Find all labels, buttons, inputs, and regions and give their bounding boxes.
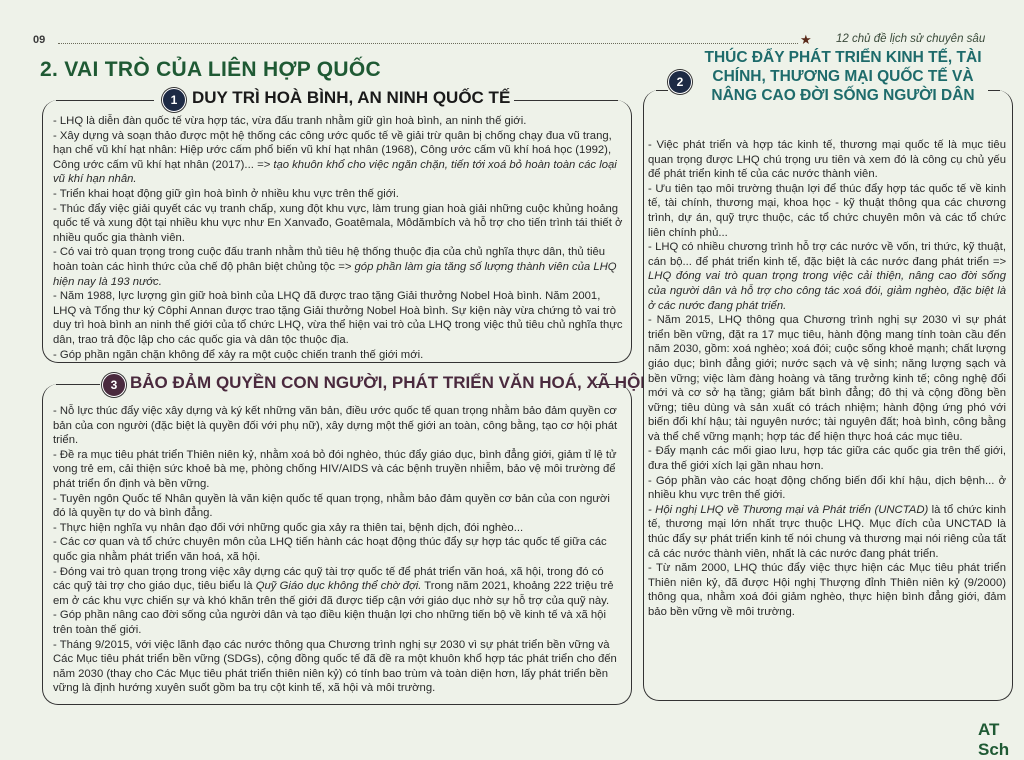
list-item: - Ưu tiên tạo môi trường thuận lợi để thúc đẩy hợp tác quốc tế về kinh tế, tài chính, thương mại, khoa học - kỹ thuật thông qua các chương trình, dự án, quỹ trực thuộc, các tổ chức chuyên môn và các tổ chức liên chính phủ... <box>648 182 1006 239</box>
section-number-badge: 3 <box>102 373 126 397</box>
publisher-logo: AT Sch <box>978 720 1010 759</box>
list-item: - Xây dựng và soạn thảo được một hệ thống các công ước quốc tế về giải trừ quân bị chống chạy đua vũ trang, hạn chế vũ khí hạt nhân: Hiệp ước cấm phổ biến vũ khí hạt nhân (1968), Công ước cấm vũ khí hoá học (1992), Công ước cấm vũ khí hạt nhân (2017)... => tạo khuôn khổ cho việc ngăn chặn, tiến tới xoá bỏ hoàn toàn các loại vũ khí hạn nhân. <box>53 129 617 186</box>
list-item: - Đóng vai trò quan trọng trong việc xây dựng các quỹ tài trợ quốc tế để phát triển văn hoá, xã hội, trong đó có các quỹ tài trợ cho giáo dục, tiêu biểu là Quỹ Giáo dục không thể chờ đợi. Trong năm 2021, khoảng 222 triệu trẻ em ở các khu vực chiến sự và khó khăn trên thế giới đã được tiếp cận với giáo dục nhờ sự hỗ trợ của quỹ này. <box>53 565 614 607</box>
list-item: - Triển khai hoạt động giữ gìn hoà bình ở nhiều khu vực trên thế giới. <box>53 187 399 200</box>
section-number-badge: 2 <box>668 70 692 94</box>
list-item: - Đẩy mạnh các mối giao lưu, hợp tác giữa các quốc gia trên thế giới, đưa thế giới xích lại gần nhau hơn. <box>648 445 1006 473</box>
list-item: - Việc phát triển và hợp tác kinh tế, thương mại quốc tế là mục tiêu quan trọng được LHQ chú trọng ưu tiên và xem đó là công cụ chủ yếu để phát triển kinh tế của các nước thành viên. <box>648 139 1006 181</box>
section-title: BẢO ĐẢM QUYỀN CON NGƯỜI, PHÁT TRIỂN VĂN HOÁ, XÃ HỘI <box>130 373 646 392</box>
section-box-peace-security <box>42 100 632 363</box>
list-item: - Đề ra mục tiêu phát triển Thiên niên kỷ, nhằm xoá bỏ đói nghèo, thúc đẩy giáo dục, bình đẳng giới, giảm tỉ lệ tử vong trẻ em, cải thiện sức khoẻ bà mẹ, phòng chống HIV/AIDS và các bệnh truyền nhiễm, bảo vệ môi trường để phát triển ổn định và bền vững. <box>53 448 617 490</box>
star-icon: ★ <box>800 32 812 47</box>
header-divider <box>58 43 798 44</box>
list-item: - Góp phần vào các hoạt động chống biến đổi khí hậu, dịch bệnh... ở nhiều khu vực trên thế giới. <box>648 474 1006 502</box>
section-box-human-rights-culture <box>42 384 632 705</box>
list-item: - LHQ là diễn đàn quốc tế vừa hợp tác, vừa đấu tranh nhằm giữ gìn hoà bình, an ninh thế giới. <box>53 115 527 127</box>
list-item: - Tuyên ngôn Quốc tế Nhân quyền là văn kiện quốc tế quan trọng, nhằm bảo đảm quyền cơ bản của con người đó là quyền tự do và bình đẳng. <box>53 492 610 520</box>
page-title: 2. VAI TRÒ CỦA LIÊN HỢP QUỐC <box>40 58 381 81</box>
list-item: - Các cơ quan và tổ chức chuyên môn của LHQ tiến hành các hoạt động thúc đẩy sự hợp tác quốc tế giữa các quốc gia nhằm phát triển văn hoá, xã hội. <box>53 536 607 563</box>
list-item: - Nỗ lực thúc đẩy việc xây dựng và ký kết những văn bản, điều ước quốc tế quan trọng nhằm bảo đảm quyền cơ bản của con người (đặc biệt là quyền đối với phụ nữ), xây dựng một thế giới an toàn, công bằng, tạo cơ hội phát triển. <box>53 405 618 447</box>
page-number: 09 <box>33 34 46 46</box>
list-item: - Từ năm 2000, LHQ thúc đẩy việc thực hiện các Mục tiêu phát triển Thiên niên kỷ, đã được Hội nghị Thượng đỉnh Thiên niên kỷ (9/2000) thông qua, nhằm xoá đói giảm nghèo, thực hiện bình đẳng giới, đảm bảo bền vững về môi trường. <box>648 562 1006 618</box>
list-item: - Góp phần nâng cao đời sống của người dân và tạo điều kiện thuận lợi cho những tiến bộ về kinh tế và xã hội trên toàn thế giới. <box>53 609 606 636</box>
series-title: 12 chủ đề lịch sử chuyên sâu <box>836 33 986 45</box>
list-item: - Năm 1988, lực lượng gìn giữ hoà bình của LHQ đã được trao tặng Giải thưởng Nobel Hoà bình. Năm 2001, LHQ và Tổng thư ký Côphi Annan được trao tặng Giải thưởng Nobel Hoà bình. Sự kiện này vừa chứng tỏ vai trò duy trì hoà bình an ninh thế giới của tổ chức LHQ, vừa thể hiện vai trò của LHQ trong việc thủ tiêu chủ nghĩa thực dân, trao trả độc lập cho các quốc gia và dân tộc thuộc địa. <box>53 290 623 346</box>
section-title: DUY TRÌ HOÀ BÌNH, AN NINH QUỐC TẾ <box>192 88 511 107</box>
list-item: - Có vai trò quan trọng trong cuộc đấu tranh nhằm thủ tiêu hệ thống thuộc địa của chủ nghĩa thực dân, thủ tiêu hoàn toàn các hình thức của chế độ phân biệt chủng tộc => góp phần làm gia tăng số lượng thành viên của LHQ hiện nay là 193 nước. <box>53 246 617 288</box>
list-item: - Tháng 9/2015, với việc lãnh đạo các nước thông qua Chương trình nghị sự 2030 vì sự phát triển bền vững và Các Mục tiêu phát triển bền vững (SDGs), cộng đồng quốc tế đã đề ra một khuôn khổ hợp tác phát triển cho đến năm 2030 (thay cho Các Mục tiêu phát triển thiên niên kỷ) có tính bao trùm và toàn diện hơn, lấy phát triển bền vững là định hướng xuyên suốt gồm ba trụ cột kinh tế, xã hội và môi trường. <box>53 638 617 695</box>
list-item: - Góp phần ngăn chặn không để xảy ra một cuộc chiến tranh thế giới mới. <box>53 348 424 361</box>
section-box-economic-development <box>643 90 1013 701</box>
section-title-line: CHÍNH, THƯƠNG MẠI QUỐC TẾ VÀ <box>712 68 974 85</box>
section-number-badge: 1 <box>162 88 186 112</box>
section-title-line: NÂNG CAO ĐỜI SỐNG NGƯỜI DÂN <box>711 87 975 104</box>
list-item: - LHQ có nhiều chương trình hỗ trợ các nước về vốn, tri thức, kỹ thuật, cán bộ... để phát triển kinh tế, đặc biệt là các nước đang phát triển => LHQ đóng vai trò quan trọng trong việc cải thiện, nâng cao đời sống của người dân và hỗ trợ cho công tác xoá đói, giảm nghèo, đặc biệt là ở các nước đang phát triển. <box>648 241 1006 312</box>
list-item: - Thúc đẩy việc giải quyết các vụ tranh chấp, xung đột khu vực, làm trung gian hoà giải những cuộc khủng hoảng quốc tế và xung đột tại nhiều khu vực như En Xanvađo, Goatêmala, Môdămbích và hỗ trợ cho tiến trình tái thiết ở nhiều quốc gia thành viên. <box>53 202 623 244</box>
list-item: - Thực hiện nghĩa vụ nhân đạo đối với những quốc gia xảy ra thiên tai, bệnh dịch, đói nghèo... <box>53 521 524 534</box>
list-item: - Năm 2015, LHQ thông qua Chương trình nghị sự 2030 vì sự phát triển bền vững, đặt ra 17 mục tiêu, hành động mang tính toàn cầu đến năm 2030, gồm: xoá nghèo; xoá đói; cuộc sống khoẻ mạnh; chất lượng giáo dục; bình đẳng giới; nước sạch và vệ sinh; năng lượng sạch và bền vững; việc làm đàng hoàng và tăng trưởng kinh tế; công nghệ đổi mới và cơ sở hạ tầng; giảm bất bình đẳng; đô thị và cộng đồng bền vững; tiêu dùng và sản xuất có trách nhiệm; hành động ứng phó với biến đổi khí hậu; tài nguyên nước; tài nguyên đất; hoà bình, công bằng và thể chế vững mạnh; hợp tác để hiện thực hoá các mục tiêu. <box>648 314 1006 443</box>
section-title-line: THÚC ĐẨY PHÁT TRIỂN KINH TẾ, TÀI <box>704 49 982 66</box>
list-item: - Hội nghị LHQ về Thương mại và Phát triển (UNCTAD) là tổ chức kinh tế, thương mại lớn nhất trực thuộc LHQ. Mục đích của UNCTAD là thúc đẩy sự phát triển kinh tế nói chung và thương mại nói riêng của tất cả các nước thành viên, nhất là các nước đang phát triển. <box>648 503 1006 560</box>
